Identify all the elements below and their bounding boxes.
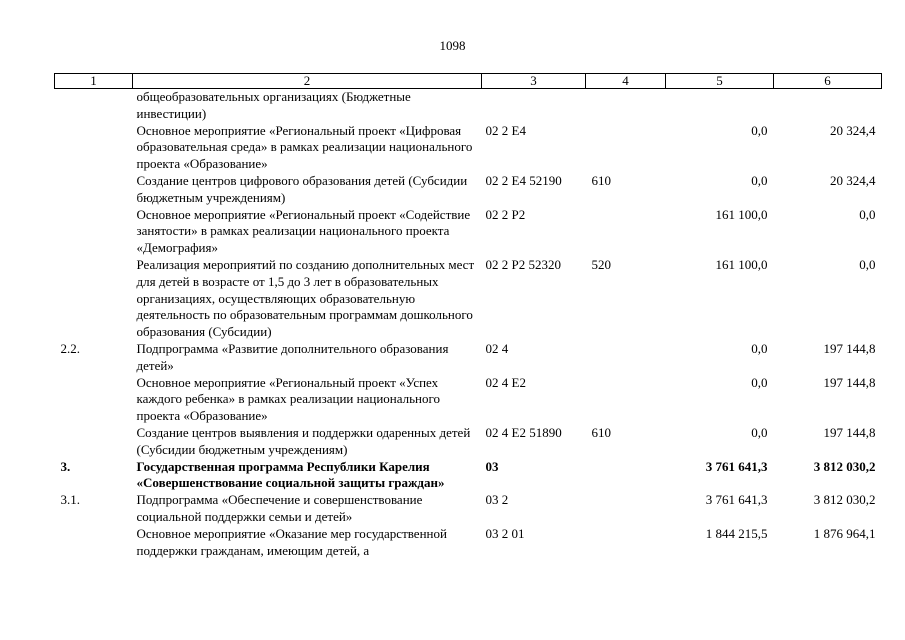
target-article-code-cell: 02 2 P2 [485,206,526,222]
row-number-cell: 3.1. [60,492,80,508]
row-number-cell: 2.2. [60,340,80,356]
row-name-cell: Создание центров цифрового образования детей (Субсидии бюджетным учреждениям) [136,172,468,205]
amount-year1-cell: 161 100,0 [715,206,768,222]
table-row [55,123,882,173]
amount-year2-cell: 0,0 [859,256,876,272]
expense-type-cell [586,375,666,425]
row-number-cell [55,257,133,341]
amount-year1-cell: 0,0 [751,374,768,390]
row-name-cell: Основное мероприятие «Региональный проект «Цифровая образовательная среда» в рамках реализации национального проекта «Образование» [136,122,473,172]
amount-year2-cell: 3 812 030,2 [813,458,876,474]
expense-type-cell [586,526,666,560]
row-name-cell: Основное мероприятие «Региональный проект «Успех каждого ребенка» в рамках реализации национального проекта «Образование» [136,374,440,424]
column-header-6: 6 [774,74,882,89]
table-row [55,173,882,207]
amount-year2-cell: 20 324,4 [830,172,876,188]
expense-type-cell [586,341,666,375]
expense-type-cell: 610 [591,172,611,188]
row-name-cell: Создание центров выявления и поддержки одаренных детей (Субсидии бюджетным учреждениям) [136,424,471,457]
table-body [55,89,882,560]
row-name-cell: Основное мероприятие «Региональный проект «Содействие занятости» в рамках реализации национального проекта «Демография» [136,206,471,256]
expense-type-cell [586,89,666,123]
amount-year2-cell: 20 324,4 [830,122,876,138]
amount-year1-cell: 161 100,0 [715,256,768,272]
target-article-code-cell [482,89,586,123]
column-header-2: 2 [133,74,482,89]
row-number-cell [55,425,133,459]
amount-year1-cell: 0,0 [751,172,768,188]
row-number-cell [55,375,133,425]
table-row [55,375,882,425]
expense-type-cell [586,459,666,493]
budget-table [54,73,882,559]
amount-year2-cell: 1 876 964,1 [813,525,876,541]
amount-year1-cell: 1 844 215,5 [705,525,768,541]
row-number-cell [55,123,133,173]
table-row [55,492,882,526]
table-header [55,74,882,89]
row-name-cell: Реализация мероприятий по созданию дополнительных мест для детей в возрасте от 1,5 до 3 лет в образовательных организациях, осуществляющих образовательную деятельность по образовательным программам дошкольного образования (Субсидии) [136,256,475,340]
amount-year2-cell [774,89,882,123]
row-number-cell: 3. [60,458,71,474]
amount-year2-cell: 197 144,8 [823,424,876,440]
expense-type-cell [586,123,666,173]
target-article-code-cell: 02 2 P2 52320 [485,256,561,272]
target-article-code-cell: 03 2 01 [485,525,525,541]
row-name-cell: Подпрограмма «Обеспечение и совершенствование социальной поддержки семьи и детей» [136,492,423,524]
column-header-4: 4 [586,74,666,89]
amount-year1-cell [666,89,774,123]
table-row [55,526,882,560]
expense-type-cell [586,492,666,526]
target-article-code-cell: 02 4 [485,340,509,356]
table-row [55,459,882,493]
amount-year1-cell: 0,0 [751,424,768,440]
amount-year2-cell: 3 812 030,2 [813,492,876,508]
table-row [55,207,882,257]
column-header-5: 5 [666,74,774,89]
page-number: 1098 [439,38,466,53]
row-number-cell [55,207,133,257]
row-number-cell [55,526,133,560]
table-row [55,257,882,341]
row-name-cell: Основное мероприятие «Оказание мер государственной поддержки гражданам, имеющим детей, а [136,525,447,558]
column-header-1: 1 [55,74,133,89]
table-row [55,89,882,123]
column-header-3: 3 [482,74,586,89]
row-name-cell: общеобразовательных организациях (Бюджетные инвестиции) [136,89,411,121]
target-article-code-cell: 02 2 E4 [485,122,526,138]
target-article-code-cell: 02 2 E4 52190 [485,172,562,188]
amount-year2-cell: 197 144,8 [823,340,876,356]
expense-type-cell: 520 [591,256,611,272]
target-article-code-cell: 03 2 [485,492,509,508]
row-name-cell: Подпрограмма «Развитие дополнительного образования детей» [136,340,449,373]
target-article-code-cell: 03 [485,458,499,474]
amount-year1-cell: 0,0 [751,122,768,138]
amount-year1-cell: 3 761 641,3 [705,458,768,474]
amount-year2-cell: 0,0 [859,206,876,222]
amount-year2-cell: 197 144,8 [823,374,876,390]
target-article-code-cell: 02 4 E2 51890 [485,424,562,440]
header-row [55,74,882,89]
target-article-code-cell: 02 4 E2 [485,374,526,390]
expense-type-cell [586,207,666,257]
amount-year1-cell: 3 761 641,3 [705,492,768,508]
row-number-cell [55,89,133,123]
table-row [55,425,882,459]
expense-type-cell: 610 [591,424,611,440]
amount-year1-cell: 0,0 [751,340,768,356]
row-number-cell [55,173,133,207]
row-name-cell: Государственная программа Республики Карелия «Совершенствование социальной защиты граждан» [136,458,445,491]
table-row [55,341,882,375]
